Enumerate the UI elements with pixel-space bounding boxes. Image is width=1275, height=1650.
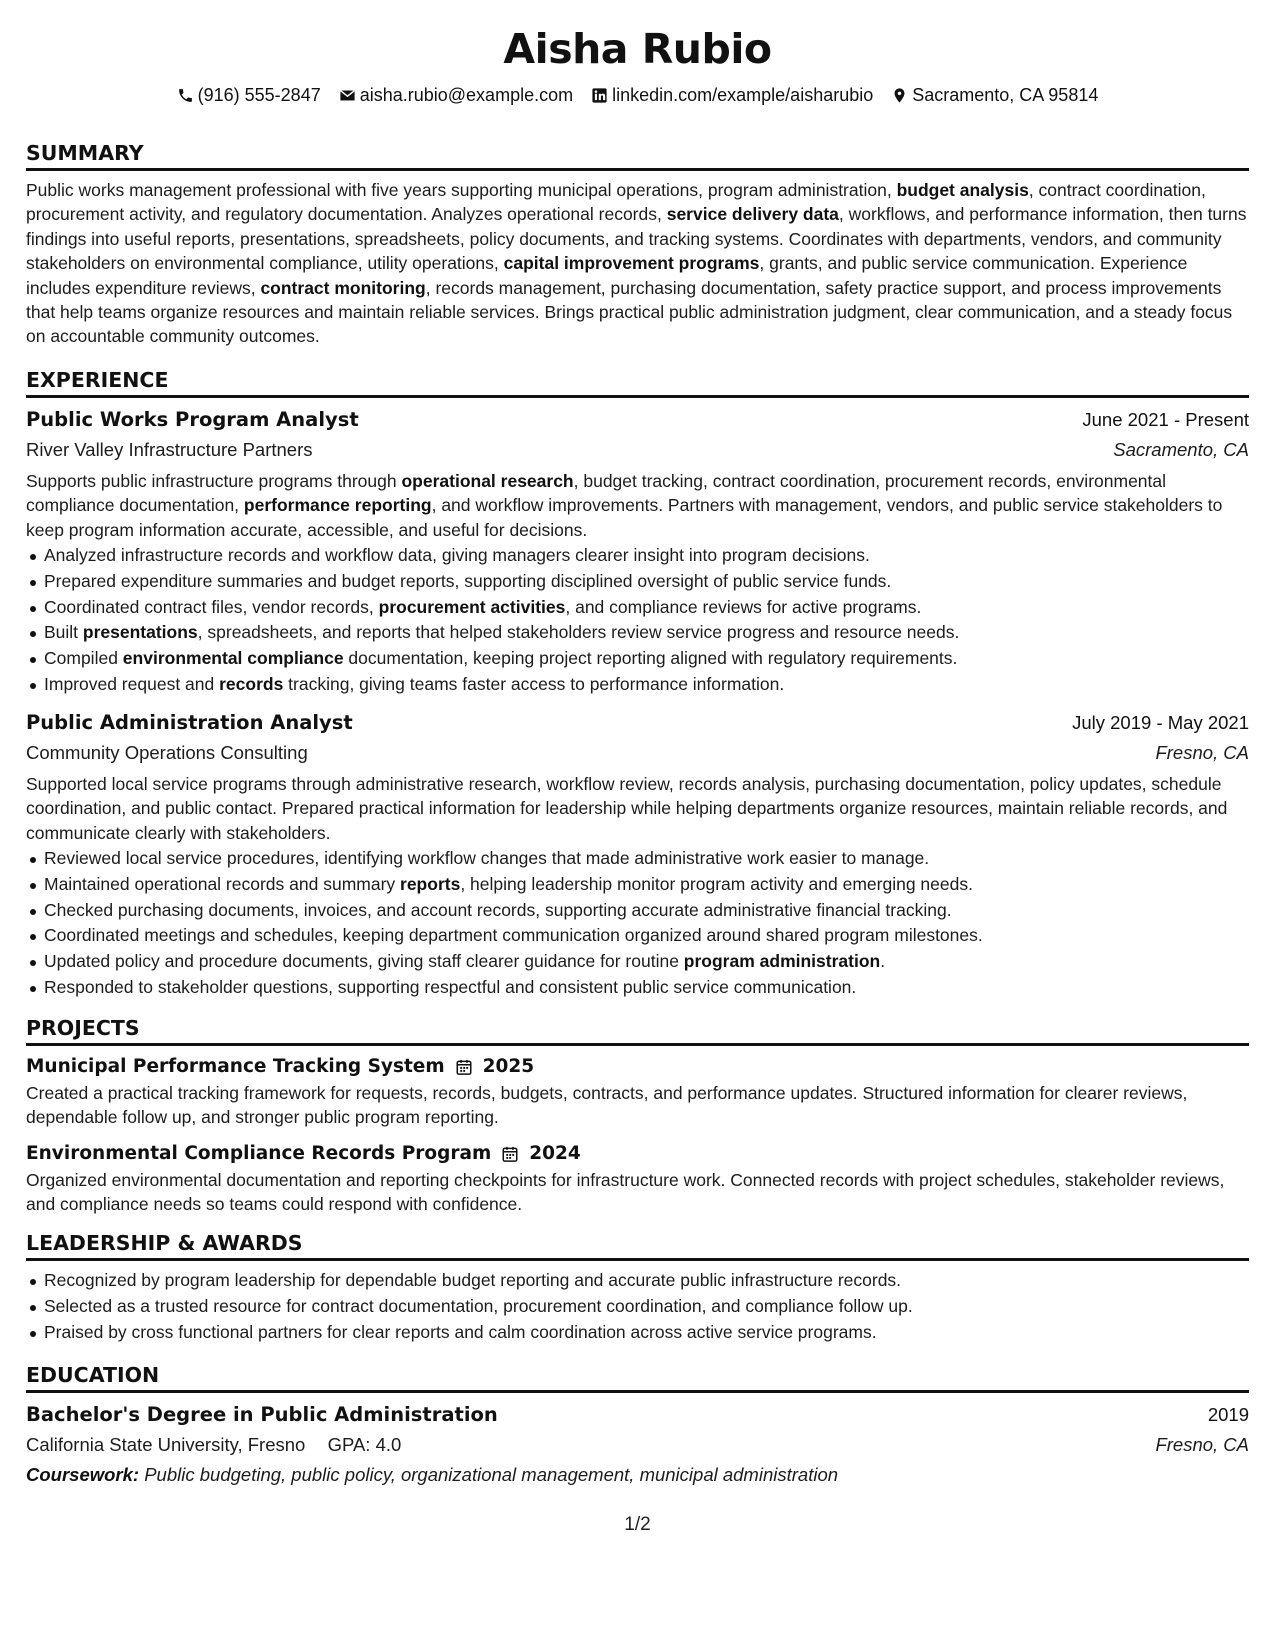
text-run: Prepared expenditure summaries and budget reports, supporting disciplined oversight of public service funds.: [44, 570, 892, 591]
job-entry: [26, 708, 1249, 1001]
job-location: Sacramento, CA: [1113, 438, 1249, 460]
list-item: [26, 975, 1249, 1001]
list-item: [26, 846, 1249, 872]
leadership-bullets: [26, 1268, 1249, 1345]
text-run: Public works management professional with five years supporting municipal operations, program administration,: [26, 180, 897, 200]
list-item: [26, 672, 1249, 698]
education-section: [26, 1362, 1249, 1489]
text-run: Analyzed infrastructure records and workflow data, giving managers clearer insight into program decisions.: [44, 545, 870, 566]
phone-text: (916) 555-2847: [197, 85, 321, 105]
experience-section: [26, 367, 1249, 1001]
emphasis-text: environmental compliance: [122, 648, 344, 669]
list-item: [26, 923, 1249, 949]
job-company: Community Operations Consulting: [26, 741, 308, 763]
text-run: tracking, giving teams faster access to performance information.: [283, 674, 785, 695]
job-description: [26, 772, 1249, 845]
list-item: Recognized by program leadership for dependable budget reporting and accurate public infrastructure records.: [26, 1268, 1249, 1294]
contact-phone[interactable]: [177, 82, 321, 108]
degree-title: Bachelor's Degree in Public Administration: [26, 1402, 498, 1426]
emphasis-text: records: [219, 674, 284, 695]
job-entry: [26, 405, 1249, 698]
project-description: Created a practical tracking framework for requests, records, budgets, contracts, and performance updates. Structured information for clearer reviews, dependable follow up, and stronger public program reporting.: [26, 1082, 1188, 1128]
text-run: Maintained operational records and summary: [44, 873, 401, 894]
text-run: , workflows, and performance information, then turns findings into useful reports, presentations, spreadsheets, policy documents, and tracking systems. Coordinates with departments, vendors, and community stakeholders on environmental compliance, utility operations,: [26, 204, 1247, 274]
page-number: 1/2: [624, 1514, 651, 1535]
text-run: , and workflow improvements. Partners with management, vendors, and public service stakeholders to keep program information accurate, accessible, and useful for decisions.: [26, 495, 1223, 540]
list-item: [26, 569, 1249, 595]
job-dates: July 2019 - May 2021: [1072, 711, 1249, 733]
job-bullets: [26, 846, 1249, 1001]
calendar-icon: [455, 1058, 473, 1076]
linkedin-text: linkedin.com/example/aisharubio: [612, 85, 874, 105]
text-run: Improved request and: [44, 674, 220, 695]
list-item: [26, 872, 1249, 898]
project-entry: [26, 1053, 1249, 1130]
text-run: , helping leadership monitor program activity and emerging needs.: [460, 873, 973, 894]
project-name: Environmental Compliance Records Program: [26, 1142, 492, 1164]
text-run: documentation, keeping project reporting aligned with regulatory requirements.: [343, 648, 958, 669]
leadership-section: [26, 1230, 1249, 1345]
project-name: Municipal Performance Tracking System: [26, 1055, 445, 1077]
section-title-summary: SUMMARY: [26, 140, 1249, 171]
list-item: [26, 949, 1249, 975]
emphasis-text: capital improvement programs: [503, 253, 760, 274]
text-run: Supported local service programs through administrative research, workflow review, records analysis, purchasing documentation, policy updates, schedule coordination, and public contact. Prepared practical information for leadership while helping departments organize resources, maintain reliable records, and communicate clearly with stakeholders.: [26, 773, 1228, 843]
phone-icon: [177, 87, 194, 104]
text-run: Checked purchasing documents, invoices, and account records, supporting accurate administrative financial tracking.: [44, 899, 952, 920]
emphasis-text: service delivery data: [666, 204, 839, 225]
envelope-icon: [339, 87, 356, 104]
list-item: Praised by cross functional partners for clear reports and calm coordination across active service programs.: [26, 1320, 1249, 1346]
text-run: , spreadsheets, and reports that helped stakeholders review service progress and resource needs.: [197, 622, 960, 643]
text-run: Built: [44, 622, 83, 643]
list-item: [26, 898, 1249, 924]
text-run: Coordinated meetings and schedules, keeping department communication organized around shared program milestones.: [44, 925, 983, 946]
emphasis-text: program administration: [683, 951, 881, 972]
list-item: [26, 543, 1249, 569]
calendar-icon: [501, 1145, 519, 1163]
summary-section: [26, 140, 1249, 349]
emphasis-text: reports: [400, 873, 461, 894]
emphasis-text: operational research: [401, 470, 574, 491]
job-location: Fresno, CA: [1155, 741, 1249, 763]
text-run: , records management, purchasing documentation, safety practice support, and process improvements that help teams organize resources and maintain reliable services. Brings practical public administration judgment, clear communication, and a steady focus on accountable community outcomes.: [26, 277, 1233, 347]
project-year: 2025: [482, 1055, 535, 1077]
job-bullets: [26, 543, 1249, 698]
text-run: Reviewed local service procedures, identifying workflow changes that made administrative work easier to manage.: [44, 848, 930, 869]
contact-bar: [26, 82, 1249, 108]
job-description: [26, 469, 1249, 542]
gpa: GPA: 4.0: [327, 1433, 402, 1455]
project-year: 2024: [529, 1142, 581, 1164]
text-run: , contract coordination, procurement activity, and regulatory documentation. Analyzes operational records,: [26, 180, 1206, 225]
job-title: Public Works Program Analyst: [26, 407, 359, 431]
list-item: [26, 620, 1249, 646]
list-item: [26, 595, 1249, 621]
section-title-leadership: LEADERSHIP & AWARDS: [26, 1230, 1249, 1261]
emphasis-text: procurement activities: [378, 596, 566, 617]
school-name: California State University, Fresno: [26, 1433, 306, 1455]
text-run: Coordinated contract files, vendor records,: [44, 596, 379, 617]
graduation-year: 2019: [1207, 1403, 1249, 1425]
candidate-name: Aisha Rubio: [503, 25, 772, 73]
emphasis-text: presentations: [82, 622, 198, 643]
text-run: , and compliance reviews for active programs.: [565, 596, 922, 617]
coursework: [26, 1460, 1249, 1489]
text-run: Supports public infrastructure programs through: [26, 470, 402, 491]
text-run: Compiled: [44, 648, 123, 669]
emphasis-text: performance reporting: [243, 495, 432, 516]
list-item: [26, 646, 1249, 672]
section-title-education: EDUCATION: [26, 1362, 1249, 1393]
contact-location: [891, 82, 1098, 108]
emphasis-text: contract monitoring: [260, 277, 426, 298]
linkedin-icon: [591, 87, 608, 104]
job-title: Public Administration Analyst: [26, 710, 353, 734]
section-title-experience: EXPERIENCE: [26, 367, 1249, 398]
location-text: Sacramento, CA 95814: [912, 85, 1099, 105]
summary-text: [26, 178, 1249, 349]
text-run: Updated policy and procedure documents, giving staff clearer guidance for routine: [44, 951, 684, 972]
project-entry: [26, 1140, 1249, 1217]
section-title-projects: PROJECTS: [26, 1015, 1249, 1046]
job-dates: June 2021 - Present: [1082, 408, 1249, 430]
email-text: aisha.rubio@example.com: [359, 85, 574, 105]
contact-linkedin[interactable]: [591, 82, 873, 108]
emphasis-text: budget analysis: [896, 180, 1029, 200]
list-item: Selected as a trusted resource for contract documentation, procurement coordination, and compliance follow up.: [26, 1294, 1249, 1320]
coursework-label: Coursework:: [26, 1463, 140, 1485]
contact-email[interactable]: [339, 82, 573, 108]
text-run: , budget tracking, contract coordination, procurement records, environmental compliance documentation,: [26, 470, 1167, 516]
project-description: Organized environmental documentation and reporting checkpoints for infrastructure work. Connected records with project schedules, stakeholder reviews, and compliance needs so teams could respond with confidence.: [26, 1169, 1225, 1215]
text-run: .: [880, 951, 886, 972]
projects-section: [26, 1015, 1249, 1217]
text-run: Responded to stakeholder questions, supporting respectful and consistent public service communication.: [44, 977, 857, 998]
map-pin-icon: [891, 87, 908, 104]
school-location: Fresno, CA: [1155, 1433, 1249, 1455]
job-company: River Valley Infrastructure Partners: [26, 438, 313, 460]
coursework-text: Public budgeting, public policy, organizational management, municipal administration: [144, 1463, 839, 1485]
text-run: , grants, and public service communication. Experience includes expenditure reviews,: [26, 253, 1188, 298]
